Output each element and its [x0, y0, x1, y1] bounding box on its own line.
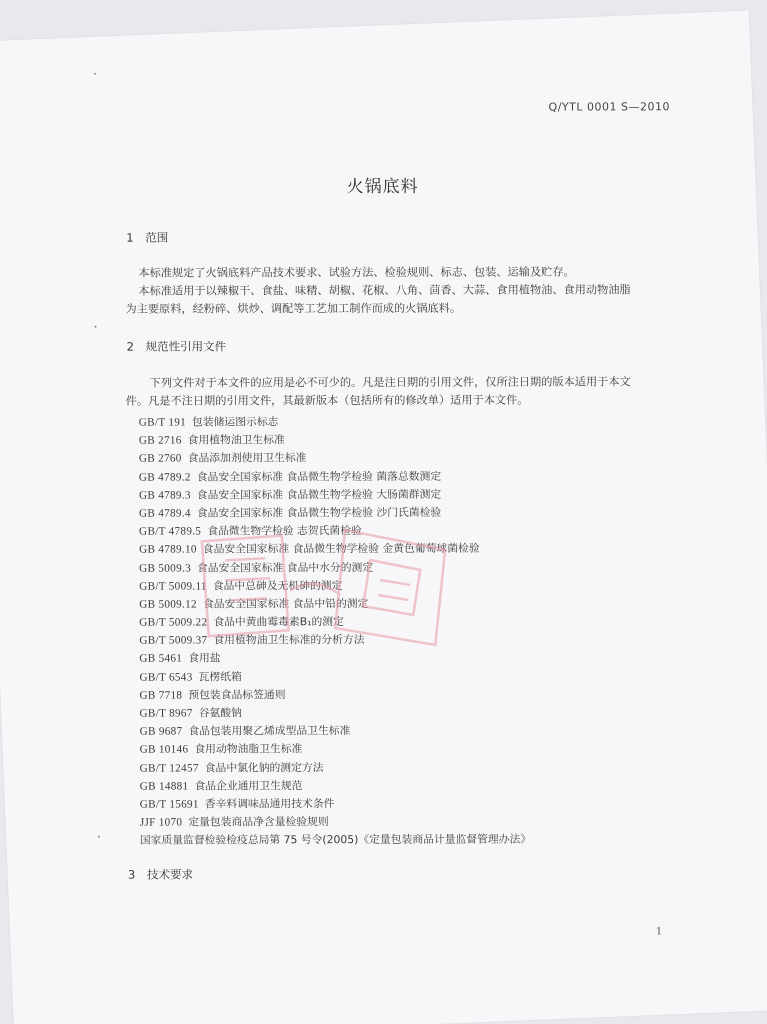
reference-code: GB/T 6543	[139, 671, 193, 684]
reference-list	[139, 413, 531, 851]
section-1-heading	[126, 230, 168, 246]
reference-title: 食品安全国家标准 食品微生物学检验 沙门氏菌检验	[196, 505, 442, 520]
reference-code: GB 4789.10	[139, 543, 197, 556]
reference-item	[140, 722, 531, 741]
reference-item	[140, 704, 531, 723]
reference-code: GB 9687	[139, 725, 183, 738]
reference-code: GB 2716	[138, 434, 182, 447]
reference-title: 食品安全国家标准 食品微生物学检验 金黄色葡萄球菌检验	[202, 542, 480, 556]
reference-item	[139, 558, 530, 577]
reference-code: GB 10146	[139, 743, 189, 757]
reference-title: 食品包装用聚乙烯成型品卫生标准	[188, 724, 351, 738]
reference-item	[139, 613, 530, 632]
reference-title: 食品企业通用卫生规范	[194, 778, 303, 793]
scan-speck	[95, 326, 97, 328]
reference-item	[140, 813, 531, 832]
reference-title: 食品中黄曲霉毒素B₁的测定	[213, 615, 344, 629]
reference-item	[139, 631, 530, 650]
reference-item	[139, 504, 530, 523]
reference-code: GB 14881	[139, 780, 189, 793]
reference-item	[139, 522, 530, 541]
reference-code: GB 5009.3	[139, 562, 191, 575]
reference-title: 定量包装商品净含量检验规则	[188, 815, 329, 829]
standard-code: Q/YTL 0001 S—2010	[548, 100, 670, 114]
reference-item	[140, 740, 531, 759]
scope-paragraph-2-line-2: 为主要原料，经粉碎、烘炒、调配等工艺加工制作而成的火锅底料。	[125, 301, 462, 316]
reference-title: 食品安全国家标准 食品中铅的测定	[202, 596, 369, 611]
section-3-title: 技术要求	[146, 867, 193, 882]
reference-title: 预包装食品标签通则	[188, 688, 286, 702]
reference-title: 香辛料调味品通用技术条件	[204, 797, 335, 811]
reference-item	[139, 667, 530, 686]
reference-code: GB/T 8967	[139, 707, 193, 720]
reference-title: 食品安全国家标准 食品中水分的测定	[196, 560, 374, 574]
scope-paragraph-2-line-1: 本标准适用于以辣椒干、食盐、味精、胡椒、花椒、八角、茴香、大蒜、食用植物油、食用动物油脂	[138, 283, 631, 298]
section-3-number: 3	[127, 867, 136, 882]
reference-title: 谷氨酸钠	[198, 706, 242, 720]
reference-code: GB 2760	[138, 452, 182, 466]
reference-title: 食品中氯化钠的测定方法	[204, 760, 324, 775]
reference-title: 食用动物油脂卫生标准	[194, 742, 303, 756]
section-1-number: 1	[126, 230, 134, 245]
reference-title: 食品微生物学检验 志贺氏菌检验	[207, 524, 362, 538]
reference-code: GB/T 5009.22	[139, 616, 208, 629]
reference-code: GB/T 15691	[139, 798, 199, 811]
reference-title: 食品安全国家标准 食品微生物学检验 菌落总数测定	[196, 469, 442, 484]
scan-speck	[98, 836, 100, 838]
reference-code: GB 4789.3	[138, 489, 191, 502]
reference-code: GB 5461	[139, 652, 183, 666]
reference-item	[139, 431, 530, 450]
reference-code: GB 4789.4	[138, 507, 191, 520]
reference-title: 包装储运图示标志	[192, 415, 279, 429]
reference-item	[139, 540, 530, 559]
reference-item	[140, 758, 531, 777]
references-intro-line-1: 下列文件对于本文件的应用是必不可少的。凡是注日期的引用文件，仅所注日期的版本适用于本文	[149, 375, 631, 390]
reference-code: JJF 1070	[139, 816, 183, 829]
section-2-number: 2	[126, 339, 134, 354]
reference-title: 食品中总砷及无机砷的测定	[212, 578, 343, 593]
reference-item	[139, 576, 530, 595]
reference-title: 食品添加剂使用卫生标准	[187, 451, 307, 465]
reference-item	[140, 776, 531, 795]
reference-item	[139, 485, 530, 504]
reference-code: GB/T 4789.5	[139, 525, 202, 538]
references-intro-line-2: 件。凡是不注日期的引用文件，其最新版本（包括所有的修改单）适用于本文件。	[125, 393, 529, 408]
reference-title: 食品安全国家标准 食品微生物学检验 大肠菌群测定	[196, 487, 442, 502]
reference-code: GB 7718	[139, 689, 183, 702]
reference-item	[139, 449, 530, 468]
reference-item	[139, 594, 530, 613]
scope-paragraph-1: 本标准规定了火锅底料产品技术要求、试验方法、检验规则、标志、包装、运输及贮存。	[138, 265, 575, 280]
reference-title: 食用植物油卫生标准	[187, 433, 285, 447]
section-3-heading	[128, 867, 193, 883]
reference-title: 瓦楞纸箱	[198, 669, 242, 684]
reference-item	[139, 685, 530, 704]
reference-code: GB/T 12457	[139, 762, 199, 775]
reference-code: GB 5009.12	[139, 598, 197, 611]
section-1-title: 范围	[145, 230, 169, 245]
reference-code: GB 4789.2	[138, 471, 191, 484]
reference-item	[139, 413, 530, 432]
reference-title: 国家质量监督检验检疫总局第 75 号令(2005)《定量包装商品计量监督管理办法》	[139, 832, 532, 847]
reference-code: GB/T 5009.37	[139, 634, 208, 647]
reference-code: GB/T 191	[138, 416, 187, 429]
document-title: 火锅底料	[346, 176, 419, 198]
reference-title: 食用植物油卫生标准的分析方法	[213, 633, 365, 647]
reference-title: 食用盐	[188, 651, 221, 665]
section-2-title: 规范性引用文件	[145, 339, 227, 354]
reference-item	[140, 831, 531, 850]
reference-item	[140, 795, 531, 814]
section-2-heading	[127, 338, 227, 354]
page-number: 1	[656, 925, 662, 938]
reference-item	[139, 467, 530, 486]
reference-code: GB/T 5009.11	[139, 580, 207, 593]
reference-item	[139, 649, 530, 668]
scan-speck	[94, 73, 96, 75]
